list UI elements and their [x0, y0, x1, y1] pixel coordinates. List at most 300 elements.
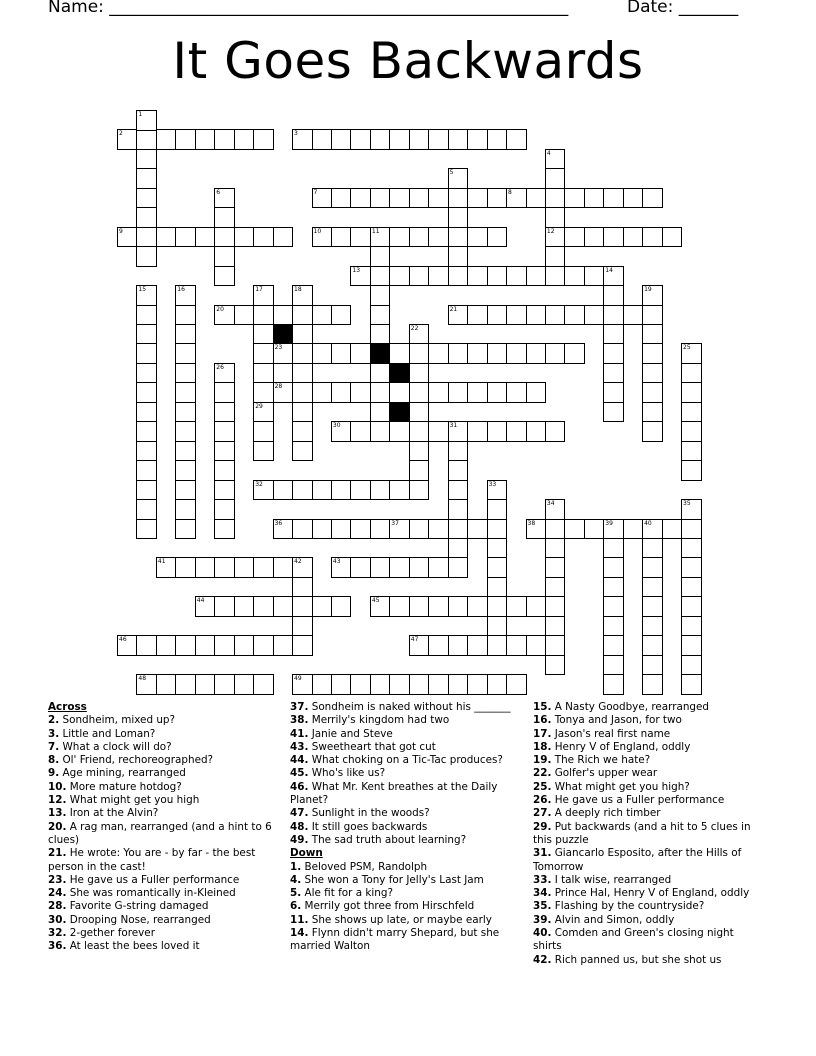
grid-cell[interactable]	[506, 343, 527, 364]
grid-cell[interactable]	[234, 557, 255, 578]
grid-cell[interactable]	[642, 557, 663, 578]
grid-cell[interactable]	[253, 363, 274, 384]
grid-cell[interactable]	[487, 480, 508, 501]
grid-cell[interactable]	[253, 343, 274, 364]
grid-cell[interactable]	[136, 285, 157, 306]
grid-cell[interactable]	[136, 227, 157, 248]
grid-cell[interactable]	[681, 343, 702, 364]
grid-cell[interactable]	[370, 480, 391, 501]
grid-cell[interactable]	[175, 227, 196, 248]
grid-cell[interactable]	[312, 519, 333, 540]
grid-cell[interactable]	[642, 421, 663, 442]
grid-cell[interactable]	[370, 305, 391, 326]
grid-cell[interactable]	[214, 227, 235, 248]
grid-cell[interactable]	[526, 343, 547, 364]
grid-cell[interactable]	[428, 674, 449, 695]
grid-cell[interactable]	[506, 635, 527, 656]
grid-cell[interactable]	[506, 129, 527, 150]
grid-cell[interactable]	[603, 227, 624, 248]
grid-cell[interactable]	[603, 538, 624, 559]
grid-cell[interactable]	[136, 674, 157, 695]
grid-cell[interactable]	[214, 129, 235, 150]
grid-cell[interactable]	[292, 129, 313, 150]
grid-cell[interactable]	[292, 324, 313, 345]
grid-cell[interactable]	[409, 363, 430, 384]
grid-cell[interactable]	[214, 188, 235, 209]
grid-cell[interactable]	[292, 596, 313, 617]
grid-cell[interactable]	[409, 324, 430, 345]
grid-cell[interactable]	[409, 266, 430, 287]
grid-cell[interactable]	[623, 519, 644, 540]
grid-cell[interactable]	[642, 305, 663, 326]
grid-cell[interactable]	[564, 227, 585, 248]
grid-cell[interactable]	[603, 557, 624, 578]
grid-cell[interactable]	[350, 266, 371, 287]
grid-cell[interactable]	[487, 519, 508, 540]
grid-cell[interactable]	[409, 343, 430, 364]
grid-cell[interactable]	[253, 402, 274, 423]
grid-cell[interactable]	[214, 499, 235, 520]
grid-cell[interactable]	[136, 480, 157, 501]
grid-cell[interactable]	[214, 441, 235, 462]
grid-cell[interactable]	[175, 129, 196, 150]
grid-cell[interactable]	[234, 596, 255, 617]
grid-cell[interactable]	[253, 480, 274, 501]
grid-cell[interactable]	[350, 227, 371, 248]
grid-cell[interactable]	[448, 129, 469, 150]
grid-cell[interactable]	[428, 557, 449, 578]
grid-cell[interactable]	[467, 129, 488, 150]
grid-cell[interactable]	[273, 519, 294, 540]
grid-cell[interactable]	[136, 421, 157, 442]
grid-cell[interactable]	[370, 557, 391, 578]
grid-cell[interactable]	[175, 305, 196, 326]
grid-cell[interactable]	[117, 635, 138, 656]
grid-cell[interactable]	[603, 655, 624, 676]
grid-cell[interactable]	[253, 635, 274, 656]
grid-cell[interactable]	[603, 635, 624, 656]
grid-cell[interactable]	[253, 227, 274, 248]
grid-cell[interactable]	[214, 382, 235, 403]
grid-cell[interactable]	[526, 519, 547, 540]
grid-cell[interactable]	[136, 188, 157, 209]
grid-cell[interactable]	[506, 674, 527, 695]
grid-cell[interactable]	[389, 674, 410, 695]
grid-cell[interactable]	[370, 324, 391, 345]
grid-cell[interactable]	[389, 421, 410, 442]
grid-cell[interactable]	[195, 635, 216, 656]
grid-cell[interactable]	[234, 227, 255, 248]
grid-cell[interactable]	[603, 519, 624, 540]
grid-cell[interactable]	[487, 266, 508, 287]
grid-cell[interactable]	[487, 129, 508, 150]
grid-cell[interactable]	[506, 421, 527, 442]
grid-cell[interactable]	[389, 188, 410, 209]
grid-cell[interactable]	[642, 519, 663, 540]
grid-cell[interactable]	[448, 519, 469, 540]
grid-cell[interactable]	[642, 596, 663, 617]
grid-cell[interactable]	[681, 596, 702, 617]
grid-cell[interactable]	[642, 382, 663, 403]
grid-cell[interactable]	[136, 460, 157, 481]
grid-cell[interactable]	[564, 188, 585, 209]
grid-cell[interactable]	[136, 168, 157, 189]
grid-cell[interactable]	[642, 343, 663, 364]
grid-cell[interactable]	[136, 305, 157, 326]
grid-cell[interactable]	[526, 421, 547, 442]
grid-cell[interactable]	[545, 655, 566, 676]
grid-cell[interactable]	[526, 635, 547, 656]
grid-cell[interactable]	[448, 168, 469, 189]
grid-cell[interactable]	[331, 596, 352, 617]
grid-cell[interactable]	[603, 363, 624, 384]
grid-cell[interactable]	[350, 557, 371, 578]
grid-cell[interactable]	[487, 596, 508, 617]
grid-cell[interactable]	[389, 266, 410, 287]
grid-cell[interactable]	[681, 382, 702, 403]
grid-cell[interactable]	[409, 557, 430, 578]
grid-cell[interactable]	[136, 207, 157, 228]
grid-cell[interactable]	[136, 246, 157, 267]
grid-cell[interactable]	[312, 674, 333, 695]
grid-cell[interactable]	[564, 343, 585, 364]
grid-cell[interactable]	[642, 674, 663, 695]
grid-cell[interactable]	[409, 635, 430, 656]
grid-cell[interactable]	[273, 382, 294, 403]
grid-cell[interactable]	[312, 343, 333, 364]
grid-cell[interactable]	[195, 129, 216, 150]
grid-cell[interactable]	[175, 324, 196, 345]
grid-cell[interactable]	[253, 129, 274, 150]
grid-cell[interactable]	[487, 382, 508, 403]
grid-cell[interactable]	[603, 382, 624, 403]
grid-cell[interactable]	[273, 480, 294, 501]
grid-cell[interactable]	[389, 480, 410, 501]
grid-cell[interactable]	[136, 129, 157, 150]
grid-cell[interactable]	[312, 596, 333, 617]
grid-cell[interactable]	[350, 129, 371, 150]
grid-cell[interactable]	[253, 285, 274, 306]
grid-cell[interactable]	[175, 499, 196, 520]
grid-cell[interactable]	[467, 343, 488, 364]
grid-cell[interactable]	[273, 305, 294, 326]
grid-cell[interactable]	[292, 480, 313, 501]
grid-cell[interactable]	[506, 266, 527, 287]
grid-cell[interactable]	[136, 110, 157, 131]
grid-cell[interactable]	[214, 460, 235, 481]
grid-cell[interactable]	[331, 188, 352, 209]
grid-cell[interactable]	[253, 382, 274, 403]
grid-cell[interactable]	[292, 285, 313, 306]
grid-cell[interactable]	[545, 188, 566, 209]
grid-cell[interactable]	[253, 557, 274, 578]
grid-cell[interactable]	[545, 343, 566, 364]
grid-cell[interactable]	[642, 655, 663, 676]
grid-cell[interactable]	[428, 519, 449, 540]
grid-cell[interactable]	[156, 674, 177, 695]
grid-cell[interactable]	[662, 227, 683, 248]
grid-cell[interactable]	[448, 499, 469, 520]
grid-cell[interactable]	[467, 421, 488, 442]
grid-cell[interactable]	[273, 557, 294, 578]
grid-cell[interactable]	[214, 635, 235, 656]
grid-cell[interactable]	[467, 305, 488, 326]
grid-cell[interactable]	[642, 363, 663, 384]
grid-cell[interactable]	[195, 674, 216, 695]
grid-cell[interactable]	[428, 266, 449, 287]
grid-cell[interactable]	[642, 285, 663, 306]
grid-cell[interactable]	[214, 557, 235, 578]
grid-cell[interactable]	[409, 674, 430, 695]
grid-cell[interactable]	[545, 149, 566, 170]
grid-cell[interactable]	[350, 421, 371, 442]
grid-cell[interactable]	[409, 227, 430, 248]
grid-cell[interactable]	[448, 188, 469, 209]
grid-cell[interactable]	[253, 305, 274, 326]
grid-cell[interactable]	[370, 285, 391, 306]
grid-cell[interactable]	[506, 305, 527, 326]
grid-cell[interactable]	[487, 305, 508, 326]
grid-cell[interactable]	[370, 246, 391, 267]
grid-cell[interactable]	[681, 460, 702, 481]
grid-cell[interactable]	[642, 402, 663, 423]
grid-cell[interactable]	[642, 635, 663, 656]
grid-cell[interactable]	[545, 577, 566, 598]
grid-cell[interactable]	[253, 324, 274, 345]
grid-cell[interactable]	[642, 577, 663, 598]
grid-cell[interactable]	[331, 382, 352, 403]
grid-cell[interactable]	[428, 188, 449, 209]
grid-cell[interactable]	[292, 421, 313, 442]
grid-cell[interactable]	[487, 227, 508, 248]
grid-cell[interactable]	[506, 596, 527, 617]
grid-cell[interactable]	[370, 382, 391, 403]
grid-cell[interactable]	[545, 168, 566, 189]
grid-cell[interactable]	[448, 305, 469, 326]
grid-cell[interactable]	[681, 538, 702, 559]
grid-cell[interactable]	[642, 188, 663, 209]
grid-cell[interactable]	[156, 557, 177, 578]
grid-cell[interactable]	[409, 188, 430, 209]
grid-cell[interactable]	[370, 421, 391, 442]
grid-cell[interactable]	[642, 616, 663, 637]
grid-cell[interactable]	[331, 305, 352, 326]
grid-cell[interactable]	[214, 207, 235, 228]
grid-cell[interactable]	[292, 635, 313, 656]
grid-cell[interactable]	[214, 519, 235, 540]
grid-cell[interactable]	[603, 402, 624, 423]
grid-cell[interactable]	[273, 227, 294, 248]
grid-cell[interactable]	[545, 305, 566, 326]
grid-cell[interactable]	[175, 363, 196, 384]
grid-cell[interactable]	[214, 402, 235, 423]
grid-cell[interactable]	[253, 441, 274, 462]
grid-cell[interactable]	[409, 519, 430, 540]
grid-cell[interactable]	[681, 402, 702, 423]
grid-cell[interactable]	[681, 616, 702, 637]
grid-cell[interactable]	[409, 460, 430, 481]
grid-cell[interactable]	[681, 499, 702, 520]
grid-cell[interactable]	[156, 635, 177, 656]
grid-cell[interactable]	[175, 402, 196, 423]
grid-cell[interactable]	[448, 227, 469, 248]
grid-cell[interactable]	[136, 363, 157, 384]
grid-cell[interactable]	[603, 285, 624, 306]
grid-cell[interactable]	[448, 538, 469, 559]
grid-cell[interactable]	[312, 227, 333, 248]
grid-cell[interactable]	[642, 538, 663, 559]
grid-cell[interactable]	[545, 246, 566, 267]
grid-cell[interactable]	[312, 129, 333, 150]
grid-cell[interactable]	[350, 674, 371, 695]
grid-cell[interactable]	[117, 129, 138, 150]
grid-cell[interactable]	[487, 577, 508, 598]
grid-cell[interactable]	[175, 460, 196, 481]
grid-cell[interactable]	[312, 305, 333, 326]
grid-cell[interactable]	[487, 343, 508, 364]
grid-cell[interactable]	[603, 343, 624, 364]
grid-cell[interactable]	[545, 557, 566, 578]
grid-cell[interactable]	[545, 207, 566, 228]
grid-cell[interactable]	[428, 129, 449, 150]
grid-cell[interactable]	[662, 519, 683, 540]
grid-cell[interactable]	[389, 557, 410, 578]
grid-cell[interactable]	[292, 382, 313, 403]
grid-cell[interactable]	[681, 441, 702, 462]
grid-cell[interactable]	[195, 557, 216, 578]
grid-cell[interactable]	[448, 266, 469, 287]
grid-cell[interactable]	[409, 480, 430, 501]
grid-cell[interactable]	[136, 343, 157, 364]
grid-cell[interactable]	[136, 382, 157, 403]
grid-cell[interactable]	[214, 421, 235, 442]
grid-cell[interactable]	[545, 519, 566, 540]
grid-cell[interactable]	[292, 305, 313, 326]
grid-cell[interactable]	[370, 674, 391, 695]
grid-cell[interactable]	[370, 363, 391, 384]
grid-cell[interactable]	[156, 129, 177, 150]
grid-cell[interactable]	[409, 421, 430, 442]
grid-cell[interactable]	[234, 305, 255, 326]
grid-cell[interactable]	[350, 382, 371, 403]
grid-cell[interactable]	[331, 480, 352, 501]
grid-cell[interactable]	[312, 480, 333, 501]
grid-cell[interactable]	[428, 635, 449, 656]
grid-cell[interactable]	[681, 577, 702, 598]
grid-cell[interactable]	[136, 324, 157, 345]
grid-cell[interactable]	[584, 188, 605, 209]
grid-cell[interactable]	[175, 557, 196, 578]
grid-cell[interactable]	[545, 499, 566, 520]
grid-cell[interactable]	[292, 674, 313, 695]
grid-cell[interactable]	[584, 519, 605, 540]
grid-cell[interactable]	[214, 246, 235, 267]
grid-cell[interactable]	[506, 382, 527, 403]
grid-cell[interactable]	[214, 363, 235, 384]
grid-cell[interactable]	[448, 596, 469, 617]
grid-cell[interactable]	[487, 557, 508, 578]
grid-cell[interactable]	[428, 382, 449, 403]
grid-cell[interactable]	[603, 674, 624, 695]
grid-cell[interactable]	[603, 324, 624, 345]
grid-cell[interactable]	[409, 441, 430, 462]
grid-cell[interactable]	[467, 596, 488, 617]
grid-cell[interactable]	[623, 188, 644, 209]
grid-cell[interactable]	[428, 421, 449, 442]
grid-cell[interactable]	[409, 129, 430, 150]
grid-cell[interactable]	[175, 480, 196, 501]
grid-cell[interactable]	[370, 519, 391, 540]
grid-cell[interactable]	[214, 266, 235, 287]
grid-cell[interactable]	[467, 635, 488, 656]
grid-cell[interactable]	[389, 343, 410, 364]
grid-cell[interactable]	[681, 421, 702, 442]
grid-cell[interactable]	[312, 382, 333, 403]
grid-cell[interactable]	[175, 421, 196, 442]
grid-cell[interactable]	[409, 596, 430, 617]
grid-cell[interactable]	[487, 674, 508, 695]
grid-cell[interactable]	[331, 129, 352, 150]
grid-cell[interactable]	[448, 246, 469, 267]
grid-cell[interactable]	[448, 674, 469, 695]
grid-cell[interactable]	[175, 285, 196, 306]
grid-cell[interactable]	[467, 674, 488, 695]
grid-cell[interactable]	[292, 363, 313, 384]
grid-cell[interactable]	[526, 596, 547, 617]
grid-cell[interactable]	[136, 402, 157, 423]
grid-cell[interactable]	[370, 129, 391, 150]
grid-cell[interactable]	[175, 343, 196, 364]
grid-cell[interactable]	[214, 480, 235, 501]
grid-cell[interactable]	[370, 402, 391, 423]
grid-cell[interactable]	[428, 227, 449, 248]
grid-cell[interactable]	[545, 421, 566, 442]
grid-cell[interactable]	[331, 674, 352, 695]
grid-cell[interactable]	[681, 635, 702, 656]
grid-cell[interactable]	[175, 441, 196, 462]
grid-cell[interactable]	[409, 382, 430, 403]
grid-cell[interactable]	[584, 266, 605, 287]
grid-cell[interactable]	[214, 674, 235, 695]
grid-cell[interactable]	[234, 674, 255, 695]
grid-cell[interactable]	[253, 596, 274, 617]
grid-cell[interactable]	[526, 382, 547, 403]
grid-cell[interactable]	[506, 188, 527, 209]
grid-cell[interactable]	[370, 596, 391, 617]
grid-cell[interactable]	[545, 635, 566, 656]
grid-cell[interactable]	[273, 343, 294, 364]
grid-cell[interactable]	[603, 616, 624, 637]
grid-cell[interactable]	[545, 616, 566, 637]
grid-cell[interactable]	[292, 519, 313, 540]
grid-cell[interactable]	[487, 616, 508, 637]
grid-cell[interactable]	[292, 557, 313, 578]
grid-cell[interactable]	[448, 557, 469, 578]
grid-cell[interactable]	[681, 674, 702, 695]
grid-cell[interactable]	[175, 519, 196, 540]
grid-cell[interactable]	[175, 674, 196, 695]
grid-cell[interactable]	[603, 266, 624, 287]
grid-cell[interactable]	[681, 363, 702, 384]
grid-cell[interactable]	[253, 421, 274, 442]
grid-cell[interactable]	[487, 499, 508, 520]
grid-cell[interactable]	[214, 305, 235, 326]
grid-cell[interactable]	[681, 655, 702, 676]
grid-cell[interactable]	[273, 596, 294, 617]
grid-cell[interactable]	[467, 519, 488, 540]
grid-cell[interactable]	[467, 227, 488, 248]
grid-cell[interactable]	[564, 266, 585, 287]
